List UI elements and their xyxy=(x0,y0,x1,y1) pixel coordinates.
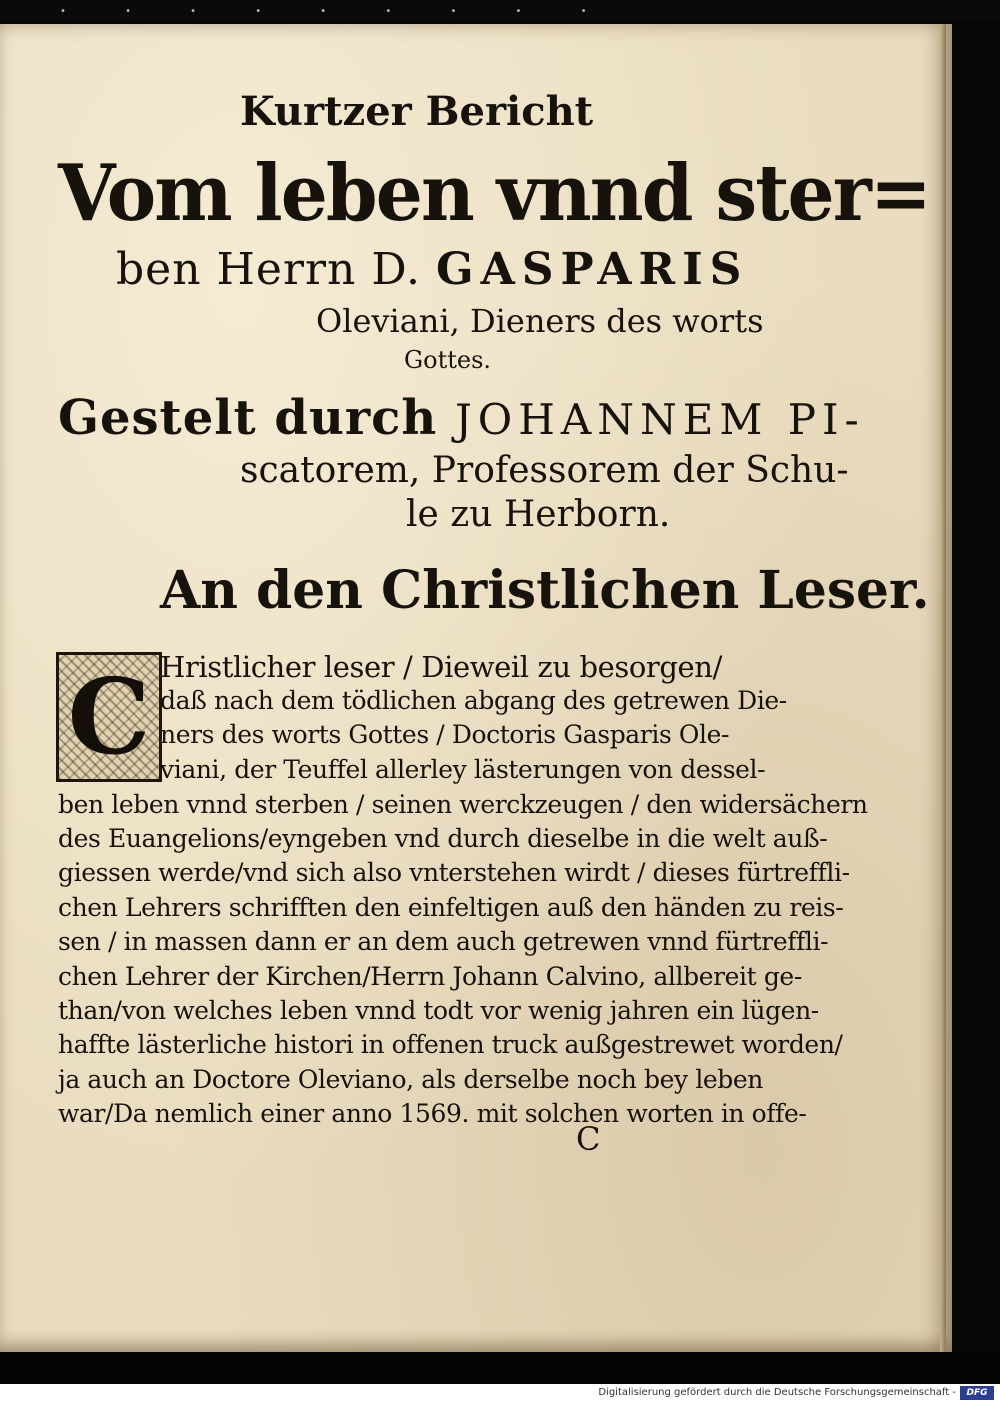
body-line: chen Lehrers schrifften den einfeltigen auß den händen zu reis- xyxy=(58,893,844,922)
catchword: C xyxy=(576,1120,601,1158)
footer-credit: Digitalisierung gefördert durch die Deutsche Forschungsgemeinschaft - xyxy=(598,1387,956,1398)
body-line: haffte lästerliche histori in offenen truck außgestrewet worden/ xyxy=(58,1030,843,1059)
body-line: ja auch an Doctore Oleviano, als derselbe noch bey leben xyxy=(58,1065,764,1094)
body-line: chen Lehrer der Kirchen/Herrn Johann Calvino, allbereit ge- xyxy=(58,962,802,991)
body-line: giessen werde/vnd sich also vnterstehen wirdt / dieses fürtreffli- xyxy=(58,858,850,887)
title-line-3-name: GASPARIS xyxy=(436,244,749,295)
body-line: viani, der Teuffel allerley lästerungen von dessel- xyxy=(160,755,766,784)
body-line: ben leben vnnd sterben / seinen werckzeugen / den widersächern xyxy=(58,790,868,819)
page-edge xyxy=(940,24,946,1352)
body-line: than/von welches leben vnnd todt vor wenig jahren ein lügen- xyxy=(58,996,819,1025)
body-line: ners des worts Gottes / Doctoris Gasparis Ole- xyxy=(160,720,730,749)
body-line: des Euangelions/eyngeben vnd durch dieselbe in die welt auß- xyxy=(58,824,828,853)
title-line-1: Kurtzer Bericht xyxy=(240,88,594,135)
title-line-8: le zu Herborn. xyxy=(406,494,671,535)
decorated-initial xyxy=(56,652,162,782)
title-line-6 xyxy=(58,390,865,446)
title-line-6-name: JOHANNEM PI- xyxy=(454,395,865,444)
footer-bar xyxy=(0,1384,1000,1403)
title-line-3-prefix: ben Herrn D. xyxy=(116,244,437,295)
title-line-5: Gottes. xyxy=(404,346,492,374)
title-line-4: Oleviani, Dieners des worts xyxy=(316,302,764,340)
initial-letter: C xyxy=(67,655,151,778)
body-line: Hristlicher leser / Dieweil zu besorgen/ xyxy=(160,650,722,684)
dfg-logo: DFG xyxy=(960,1386,994,1400)
body-line: sen / in massen dann er an dem auch getrewen vnnd fürtreffli- xyxy=(58,927,829,956)
title-line-2: Vom leben vnnd ster= xyxy=(58,148,930,239)
title-line-6-prefix: Gestelt durch xyxy=(58,390,455,446)
top-margin-marks: • • • • • • • • • xyxy=(60,6,615,17)
body-line: daß nach dem tödlichen abgang des getrewen Die- xyxy=(160,686,787,715)
section-heading: An den Christlichen Leser. xyxy=(160,560,930,621)
title-line-7: scatorem, Professorem der Schu- xyxy=(240,450,849,491)
top-margin-strip xyxy=(0,0,1000,22)
body-line: war/Da nemlich einer anno 1569. mit solchen worten in offe- xyxy=(58,1099,807,1128)
title-line-3 xyxy=(116,244,748,295)
